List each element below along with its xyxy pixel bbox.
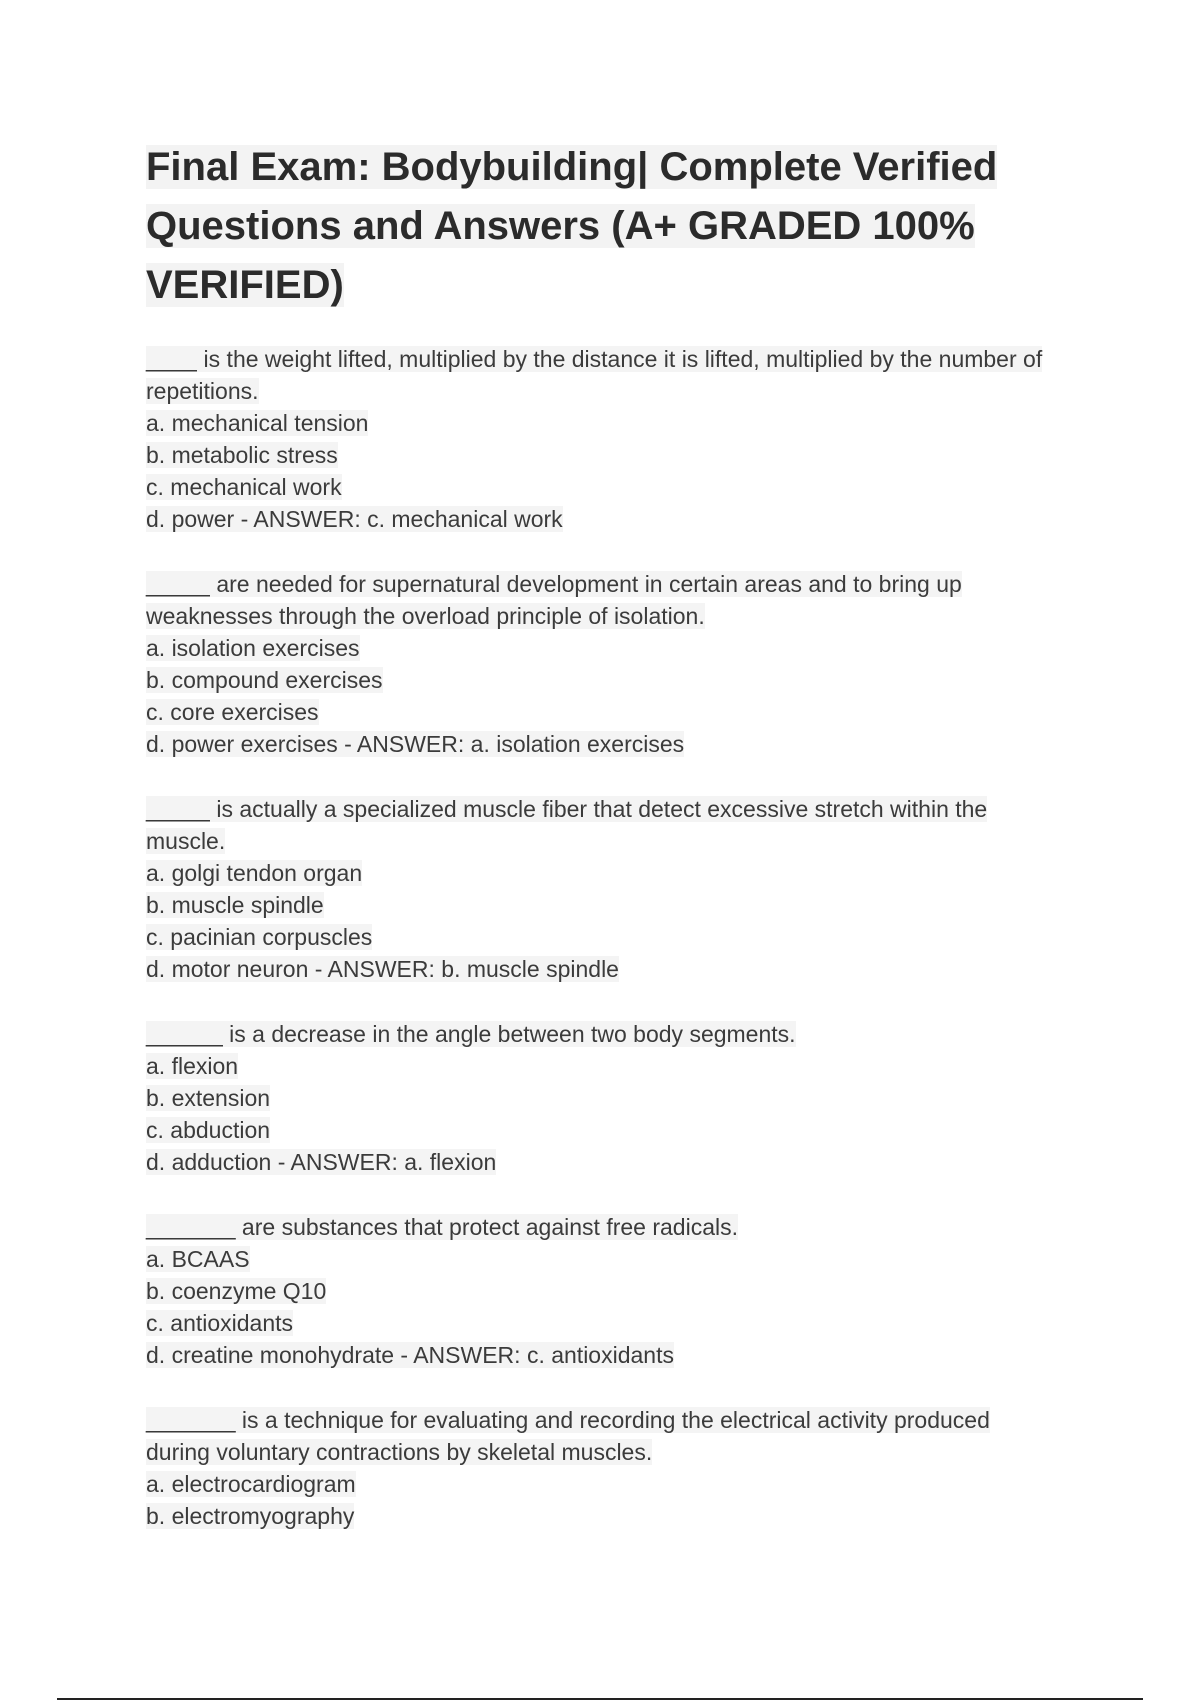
option-c: c. mechanical work [146, 474, 342, 500]
question-stem [146, 1211, 1046, 1243]
question-text: are substances that protect against free radicals. [235, 1214, 738, 1240]
question-4 [146, 1018, 1046, 1178]
option-a: a. golgi tendon organ [146, 860, 363, 886]
option-a: a. mechanical tension [146, 410, 369, 436]
option-d-answer: d. adduction - ANSWER: a. flexion [146, 1149, 497, 1175]
question-stem [146, 793, 1046, 857]
option-b: b. electromyography [146, 1503, 355, 1529]
question-stem [146, 343, 1046, 407]
option-a: a. flexion [146, 1053, 239, 1079]
option-c: c. antioxidants [146, 1310, 294, 1336]
option-c: c. pacinian corpuscles [146, 924, 373, 950]
question-text: is actually a specialized muscle fiber that detect excessive stretch within the muscle. [146, 796, 988, 854]
option-b: b. compound exercises [146, 667, 383, 693]
option-c: c. abduction [146, 1117, 271, 1143]
question-text: are needed for supernatural development in certain areas and to bring up weaknesses through the overload principle of isolation. [146, 571, 962, 629]
option-b: b. extension [146, 1085, 271, 1111]
option-a: a. BCAAS [146, 1246, 250, 1272]
question-2 [146, 568, 1046, 760]
page-title-text: Final Exam: Bodybuilding| Complete Verified Questions and Answers (A+ GRADED 100% VERIFIED) [146, 145, 998, 307]
question-stem [146, 1018, 1046, 1050]
answer-blank: _____ [146, 796, 210, 822]
question-5 [146, 1211, 1046, 1371]
answer-blank: ____ [146, 346, 198, 372]
answer-blank: _____ [146, 571, 210, 597]
page-title [146, 138, 1046, 315]
question-6 [146, 1404, 1046, 1532]
option-d-answer: d. power exercises - ANSWER: a. isolation exercises [146, 731, 685, 757]
question-text: is a technique for evaluating and recording the electrical activity produced during voluntary contractions by skeletal muscles. [146, 1407, 990, 1465]
option-b: b. coenzyme Q10 [146, 1278, 327, 1304]
question-text: is a decrease in the angle between two body segments. [222, 1021, 796, 1047]
option-d-answer: d. creatine monohydrate - ANSWER: c. antioxidants [146, 1342, 674, 1368]
answer-blank: ______ [146, 1021, 223, 1047]
option-a: a. electrocardiogram [146, 1471, 356, 1497]
question-stem [146, 568, 1046, 632]
answer-blank: _______ [146, 1214, 236, 1240]
option-b: b. muscle spindle [146, 892, 324, 918]
question-3 [146, 793, 1046, 985]
option-d-answer: d. motor neuron - ANSWER: b. muscle spindle [146, 956, 619, 982]
option-c: c. core exercises [146, 699, 319, 725]
document-page [146, 138, 1046, 1565]
option-a: a. isolation exercises [146, 635, 360, 661]
question-stem [146, 1404, 1046, 1468]
question-text: is the weight lifted, multiplied by the distance it is lifted, multiplied by the number of repetitions. [146, 346, 1043, 404]
question-1 [146, 343, 1046, 535]
option-b: b. metabolic stress [146, 442, 338, 468]
option-d-answer: d. power - ANSWER: c. mechanical work [146, 506, 563, 532]
answer-blank: _______ [146, 1407, 236, 1433]
